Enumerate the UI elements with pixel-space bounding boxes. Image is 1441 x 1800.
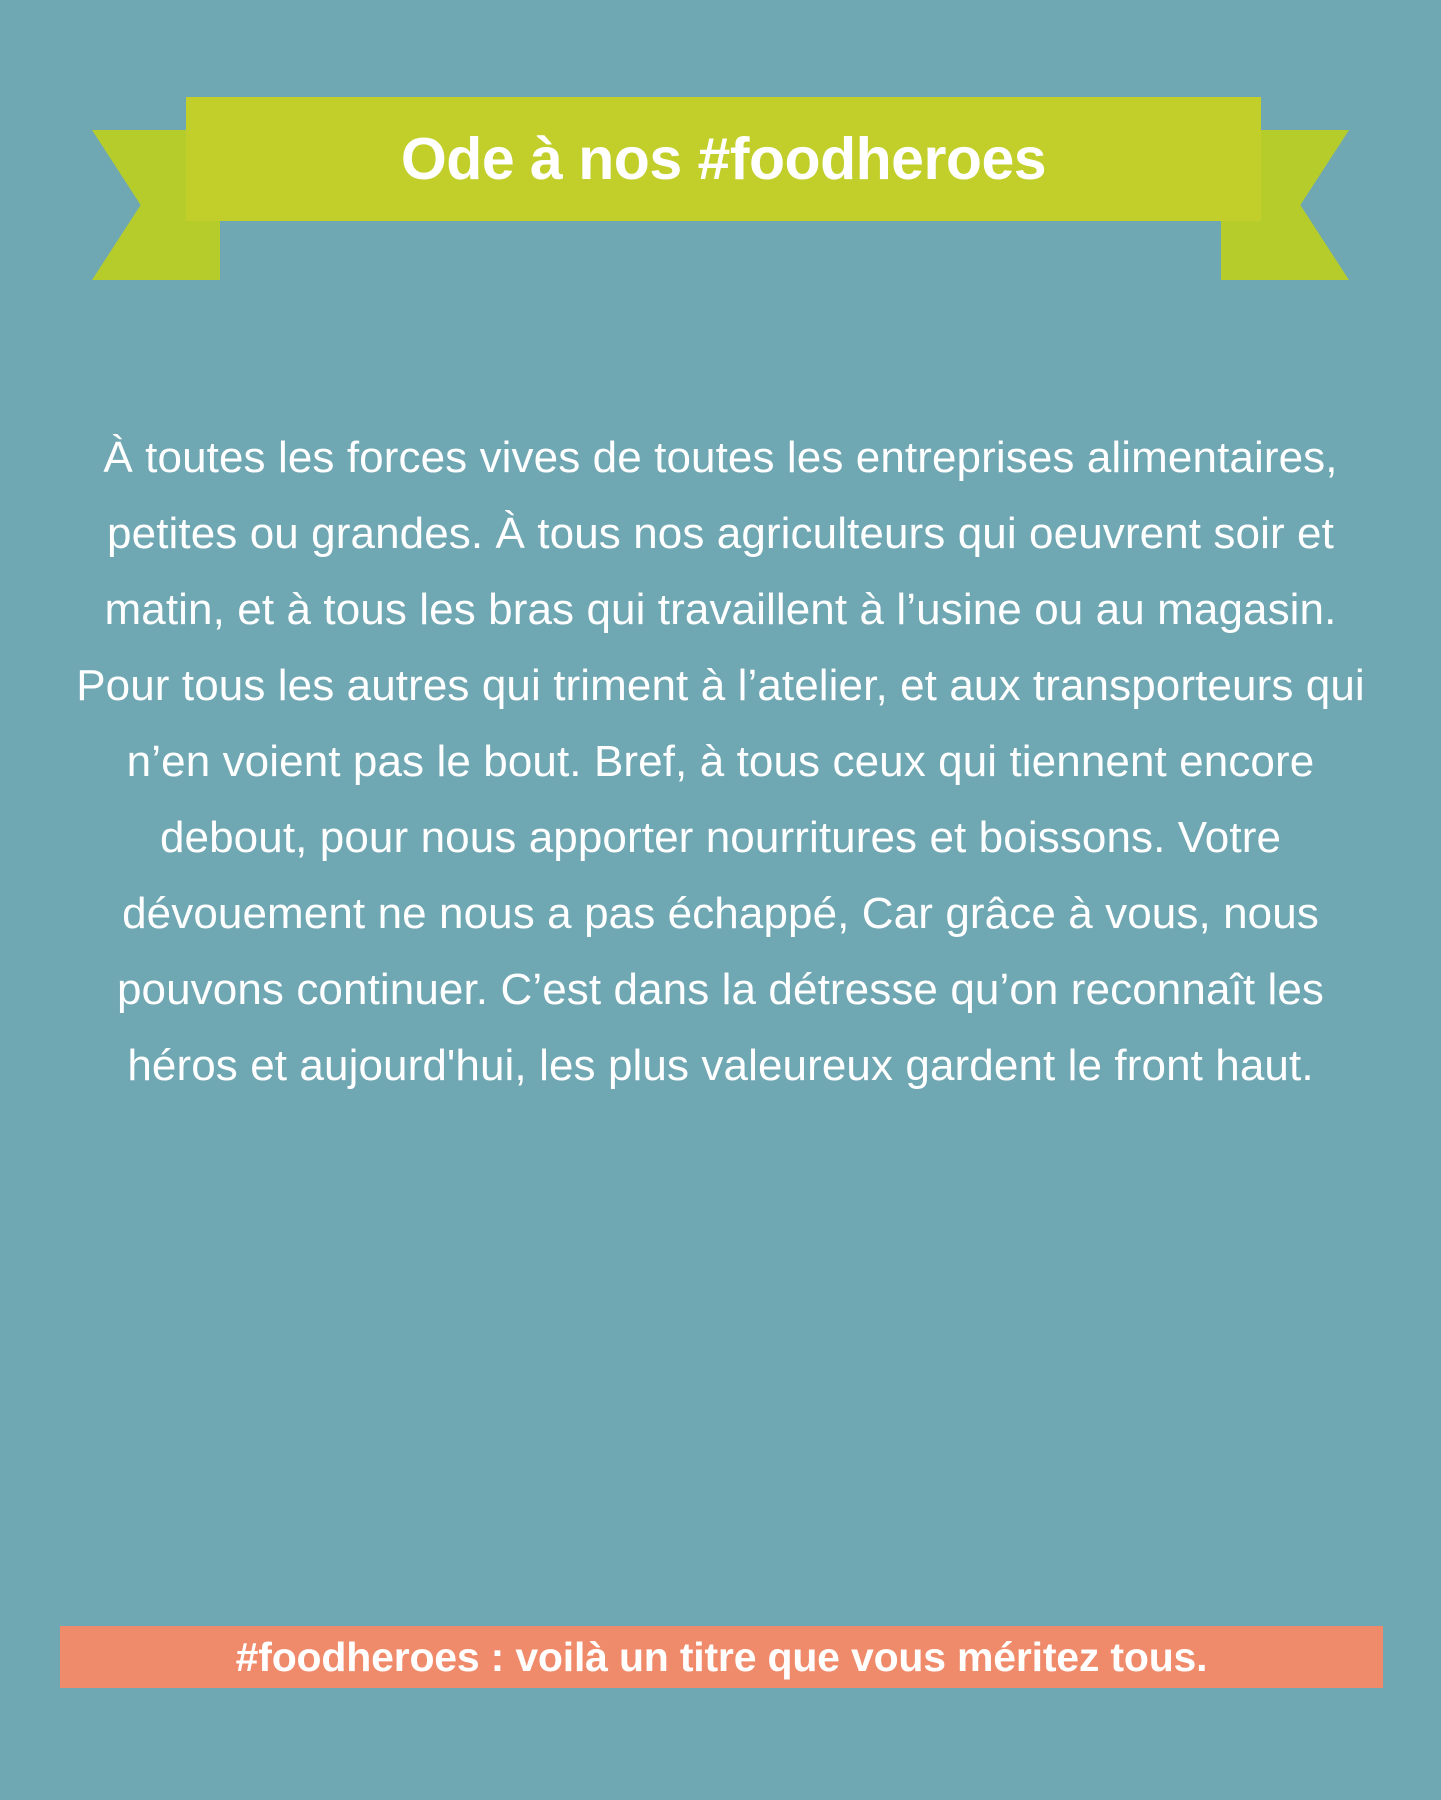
footer-tagline: #foodheroes : voilà un titre que vous méritez tous. [235,1633,1208,1680]
banner [0,97,1441,277]
page-title: Ode à nos #foodheroes [400,125,1047,192]
ode-body-text: À toutes les forces vives de toutes les entreprises alimentaires, petites ou grandes. À tous nos agriculteurs qui oeuvrent soir et matin, et à tous les bras qui travaillent à l’usine ou au magasin. Pour tous les autres qui triment à l’atelier, et aux transporteurs qui n’en voient pas le bout. Bref, à tous ceux qui tiennent encore debout, pour nous apporter nourritures et boissons. Votre dévouement ne nous a pas échappé, Car grâce à vous, nous pouvons continuer. C’est dans la détresse qu’on reconnaît les héros et aujourd'hui, les plus valeureux gardent le front haut. [76,433,1365,1090]
ribbon-banner [186,97,1261,221]
footer-highlight-band [60,1626,1383,1688]
